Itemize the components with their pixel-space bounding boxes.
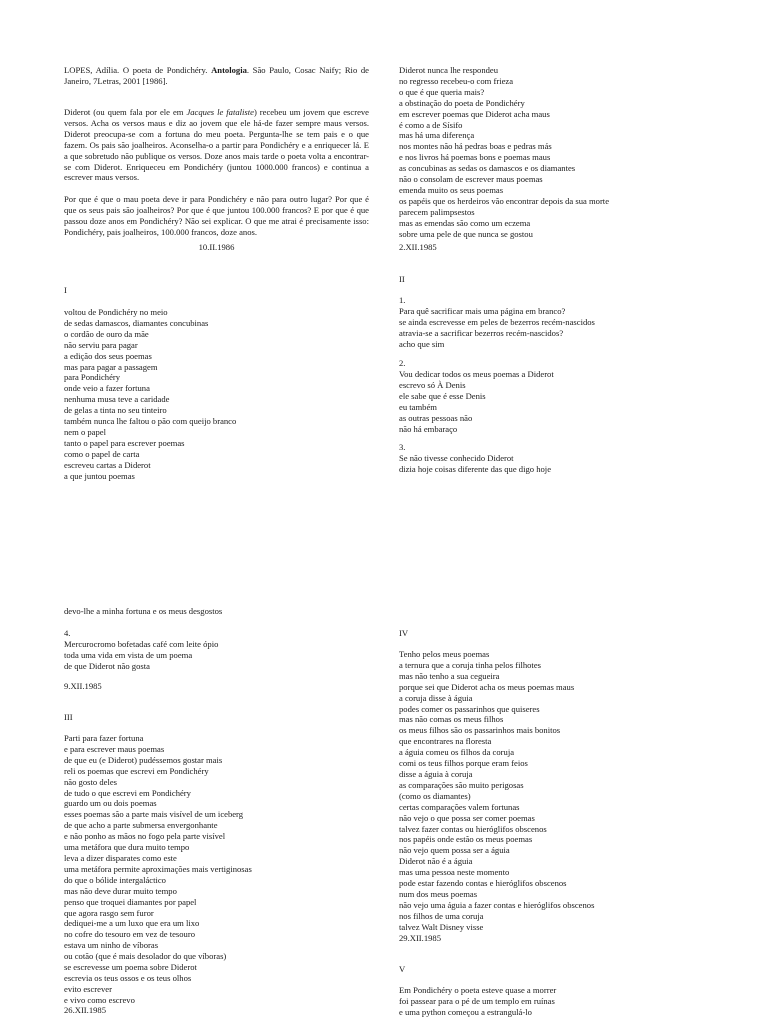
poem-line: nos papéis onde estão os meus poemas [399,834,533,845]
poem-line: acho que sim [399,338,445,349]
poem-line: a coruja disse à águia [399,692,473,703]
poem-line: dediquei-me a um luxo que era um lixo [64,918,200,929]
poem-line: que agora rasgo sem furor [64,907,154,918]
poem-line: toda uma vida em vista de um poema [64,649,193,660]
stanza-2-4 [64,639,369,672]
stanza-2-2 [399,369,704,434]
poem-line: Para quê sacrificar mais uma página em branco? [399,306,566,316]
poem-line: uma metáfora permite aproximações mais vertiginosas [64,863,252,874]
poem-line: se ainda escrevesse em peles de bezerros recém-nascidos [399,316,595,327]
intro-paragraph-1 [64,107,369,183]
poem-line: sobre uma pele de que nunca se gostou [399,228,533,239]
poem-line: não vejo o que possa ser comer poemas [399,812,535,823]
poem-line: a que juntou poemas [64,470,135,481]
stanza-number: 4. [64,628,71,638]
poem-line: disse a águia à coruja [399,768,473,779]
poem-line: onde veio a fazer fortuna [64,383,150,394]
poem-line: Tenho pelos meus poemas [399,649,490,659]
poem-line: Diderot não é a águia [399,856,473,867]
poem-line: porque sei que Diderot acha os meus poemas maus [399,681,575,692]
poem-line: não vejo quem possa ser a águia [399,845,510,856]
section-4-date: 29.XII.1985 [399,933,442,943]
poem-line: mas não deve durar muito tempo [64,885,177,896]
poem-line: Em Pondichéry o poeta esteve quase a morrer [399,985,557,995]
poem-line: evito escrever [64,983,112,994]
poem-line: e uma python começou a estrangulá-lo [399,1006,532,1017]
stanza-3-continued: devo-lhe a minha fortuna e os meus desgostos [64,606,223,616]
poem-line: a obstinação do poeta de Pondichéry [399,97,525,108]
section-2-date: 9.XII.1985 [64,681,102,691]
poem-line: guardo um ou dois poemas [64,798,157,809]
poem-line: Mercurocromo bofetadas café com leite ópio [64,639,219,649]
poem-line: nem o papel [64,426,106,437]
poem-line: de tudo o que escrevi em Pondichéry [64,787,191,798]
poem-section-3 [64,733,369,1006]
poem-line: reli os poemas que escrevi em Pondichéry [64,765,209,776]
intro-text: Diderot (ou quem fala por ele em [64,107,187,117]
poem-line: uma metáfora que dura muito tempo [64,842,190,853]
poem-line: ele sabe que é esse Denis [399,390,486,401]
poem-line: de gelas a tinta no seu tinteiro [64,405,167,416]
poem-line: de sedas damascos, diamantes concubinas [64,317,209,328]
poem-line: nenhuma musa teve a caridade [64,394,170,405]
stanza-2-1 [399,306,704,350]
poem-line: e não ponho as mãos no fogo pela parte visível [64,831,226,842]
poem-line: podes comer os passarinhos que quiseres [399,703,540,714]
poem-line: num dos meus poemas [399,888,478,899]
poem-line: (como os diamantes) [399,790,471,801]
section-heading-3: III [64,712,73,722]
poem-line: dizia hoje coisas diferente das que digo hoje [399,463,552,474]
poem-line: os meus filhos são os passarinhos mais bonitos [399,725,561,736]
poem-line: comi os teus filhos porque eram feios [399,758,528,769]
poem-line: escrevo só À Denis [399,379,466,390]
section-heading-4: IV [399,628,409,638]
poem-line: talvez Walt Disney visse [399,921,484,932]
reference-publication: . São Paulo, Cosac Naify; Rio de Janeiro, 7Letras, 2001 [1986]. [64,65,369,86]
poem-line: foi passear para o pé de um templo em ruínas [399,995,555,1006]
poem-line: escreveu cartas a Diderot [64,459,151,470]
poem-line: de que Diderot não gosta [64,660,150,671]
poem-line: de que acho a parte submersa envergonhante [64,820,218,831]
poem-line: também nunca lhe faltou o pão com queijo branco [64,416,237,427]
poem-line: tanto o papel para escrever poemas [64,437,185,448]
section-heading-2: II [399,274,405,284]
poem-line: não serviu para pagar [64,339,138,350]
poem-line: o cordão de ouro da mãe [64,328,149,339]
poem-line: as comparações são muito perigosas [399,779,524,790]
poem-line: mas não comas os meus filhos [399,714,504,725]
section-heading-1: I [64,285,67,295]
poem-line: de que eu (e Diderot) pudéssemos gostar mais [64,754,223,765]
poem-line: não gosto deles [64,776,117,787]
poem-line: atravia-se a sacrificar bezerros recém-nascidos? [399,327,564,338]
intro-text-continued: ) recebeu um jovem que escreve versos. Acha os versos maus e diz ao jovem que ele há-de fazer sempre maus versos. Diderot preocupa-se com a fortuna do meu poeta. Pergunta-lhe se tem pais e o que fazem. Os pais são joalheiros. Aconselha-o a partir para Pondichéry e a enriquecer lá. E a que sobretudo não publique os versos. Doze anos mais tarde o poeta volta a encontrar-se com Diderot. Enriqueceu em Pondichéry (juntou 1000.000 francos) e continua a escrever maus versos. [64,107,370,183]
poem-line: as outras pessoas não [399,412,473,423]
reference-book-title: Antologia [211,65,247,75]
poem-line: eu também [399,401,437,412]
intro-paragraph-2: Por que é que o mau poeta deve ir para Pondichéry e não para outro lugar? Por que é que os seus pais são joalheiros? Por que é que juntou 100.000 francos? E por que é que passou doze anos em Pondichéry? Não sei explicar. O que me atrai é precisamente isso: Pondichéry, pais joalheiros, 100.000 francos, doze anos. [64,194,369,237]
stanza-number: 3. [399,442,406,452]
poem-line: para Pondichéry [64,372,121,383]
poem-section-5 [399,985,704,1018]
poem-line: a edição dos seus poemas [64,350,152,361]
stanza-number: 1. [399,295,406,305]
poem-line: no regresso recebeu-o com frieza [399,75,514,86]
poem-line: Parti para fazer fortuna [64,733,144,743]
section-1-date: 2.XII.1985 [399,242,437,252]
poem-line: como o papel de carta [64,448,140,459]
stanza-number: 2. [399,358,406,368]
poem-line: voltou de Pondichéry no meio [64,307,168,317]
poem-line: mas há uma diferença [399,130,475,141]
section-heading-5: V [399,964,406,974]
poem-line: emenda muito os seus poemas [399,184,504,195]
poem-line: pode estar fazendo contas e hieróglifos obscenos [399,878,567,889]
poem-line: e nos livros há poemas bons e poemas maus [399,152,551,163]
poem-line: os papéis que os herdeiros vão encontrar depois da sua morte [399,195,610,206]
poem-line: se escrevesse um poema sobre Diderot [64,962,197,973]
poem-line: nos filhos de uma coruja [399,910,484,921]
poem-line: Vou dedicar todos os meus poemas a Diderot [399,369,554,379]
poem-line: esses poemas são a parte mais visível de um iceberg [64,809,244,820]
poem-section-4 [399,649,704,933]
reference-authors-title: LOPES, Adília. O poeta de Pondichéry. [64,65,212,75]
stanza-2-3 [399,453,704,475]
poem-line: e para escrever maus poemas [64,743,165,754]
poem-line: leva a dizer disparates como este [64,852,177,863]
poem-line: escrevia os teus ossos e os teus olhos [64,972,192,983]
intro-book-title: Jacques le fataliste [186,107,254,117]
poem-line: Se não tivesse conhecido Diderot [399,453,514,463]
poem-line: certas comparações valem fortunas [399,801,520,812]
poem-line: mas não tenho a sua cegueira [399,670,500,681]
poem-section-1 [64,307,369,482]
poem-line: ou cotão (que é mais desolador do que víboras) [64,951,227,962]
poem-line: mas para pagar a passagem [64,361,158,372]
poem-line: é como a de Sísifo [399,119,463,130]
poem-line: o que é que queria mais? [399,86,485,97]
poem-line: estava um ninho de víboras [64,940,159,951]
section-3-date: 26.XII.1985 [64,1005,107,1015]
poem-line: as concubinas as sedas os damascos e os diamantes [399,163,576,174]
poem-line: não vejo uma águia a fazer contas e hieróglifos obscenos [399,899,595,910]
poem-line: mas as emendas são como um eczema [399,217,531,228]
poem-line: no cofre do tesouro em vez de tesouro [64,929,196,940]
poem-line: que encontrares na floresta [399,736,492,747]
poem-line: e vivo como escrevo [64,994,135,1005]
poem-line: talvez fazer contas ou hieróglifos obscenos [399,823,547,834]
poem-line: do que o bólide intergaláctico [64,874,166,885]
poem-line: parecem palimpsestos [399,206,475,217]
poem-line: não há embaraço [399,423,458,434]
bibliographic-reference [64,65,369,87]
poem-section-1-continued [399,65,704,240]
intro-date: 10.II.1986 [198,242,235,252]
poem-line: mas uma pessoa neste momento [399,867,510,878]
poem-line: penso que troquei diamantes por papel [64,896,197,907]
poem-line: a ternura que a coruja tinha pelos filhotes [399,659,541,670]
poem-line: a águia comeu os filhos da coruja [399,747,515,758]
poem-line: em escrever poemas que Diderot acha maus [399,108,550,119]
poem-line: não o consolam de escrever maus poemas [399,174,543,185]
poem-line: Diderot nunca lhe respondeu [399,65,499,75]
poem-line: nos montes não há pedras boas e pedras más [399,141,552,152]
